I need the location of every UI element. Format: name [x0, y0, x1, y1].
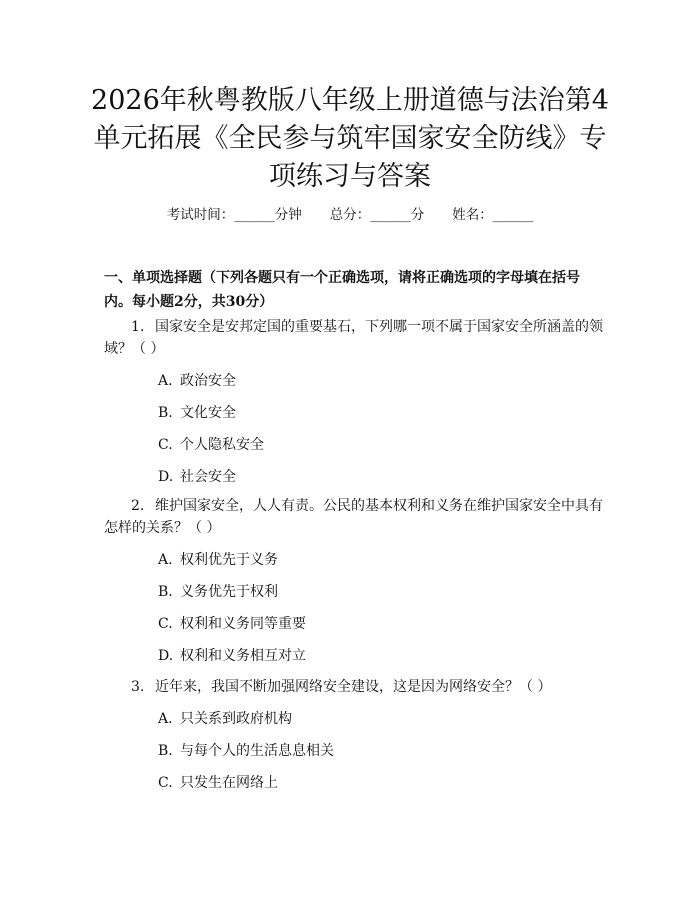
- option-letter: A.: [158, 373, 173, 389]
- question-text-line: 2. 维护国家安全，人人有责。公民的基本权利和义务在维护国家安全中具有: [104, 495, 604, 517]
- option-2-c: [158, 615, 306, 633]
- question-text-line: 1. 国家安全是安邦定国的重要基石，下列哪一项不属于国家安全所涵盖的领: [104, 316, 604, 338]
- option-text: 只发生在网络上: [180, 775, 278, 791]
- option-letter: B.: [158, 743, 173, 759]
- question-text-line: 怎样的关系？（ ）: [104, 520, 221, 536]
- option-text: 权利和义务相互对立: [180, 648, 306, 664]
- option-letter: C.: [158, 616, 173, 632]
- option-text: 与每个人的生活息息相关: [180, 743, 334, 759]
- title-line: 单元拓展《全民参与筑牢国家安全防线》专: [93, 123, 607, 154]
- option-1-b: [158, 404, 236, 422]
- option-text: 权利和义务同等重要: [180, 616, 306, 632]
- option-letter: A.: [158, 711, 173, 727]
- option-1-d: [158, 468, 236, 486]
- option-text: 只关系到政府机构: [180, 711, 292, 727]
- option-1-a: [158, 372, 236, 390]
- question-2: [104, 495, 604, 539]
- option-1-c: [158, 436, 264, 454]
- option-text: 义务优先于权利: [180, 584, 278, 600]
- option-2-d: [158, 647, 306, 665]
- option-2-a: [158, 551, 278, 569]
- option-letter: D.: [158, 648, 174, 664]
- document-title: [60, 82, 640, 196]
- title-line: 2026年秋粤教版八年级上册道德与法治第4: [91, 85, 609, 116]
- option-3-a: [158, 710, 292, 728]
- option-text: 社会安全: [180, 469, 236, 485]
- question-text-line: 3. 近年来，我国不断加强网络安全建设，这是因为网络安全？（ ）: [104, 676, 604, 698]
- question-number: 3.: [131, 679, 145, 695]
- option-letter: C.: [158, 437, 173, 453]
- exam-info: [0, 206, 700, 224]
- total-score-field: 总分：______分: [329, 207, 425, 223]
- question-number: 1.: [131, 319, 145, 335]
- question-1: [104, 316, 604, 360]
- option-text: 权利优先于义务: [180, 552, 278, 568]
- section-heading: [104, 266, 604, 314]
- option-letter: C.: [158, 775, 173, 791]
- question-number: 2.: [131, 498, 145, 514]
- option-letter: B.: [158, 405, 173, 421]
- option-letter: B.: [158, 584, 173, 600]
- option-letter: A.: [158, 552, 173, 568]
- option-3-b: [158, 742, 334, 760]
- question-3: [104, 676, 604, 698]
- option-text: 文化安全: [180, 405, 236, 421]
- section-heading-line: 内。每小题2分，共30分）: [104, 294, 274, 310]
- exam-time-field: 考试时间：______分钟: [166, 207, 302, 223]
- option-text: 政治安全: [180, 373, 236, 389]
- section-heading-line: 一、单项选择题（下列各题只有一个正确选项，请将正确选项的字母填在括号: [104, 270, 580, 286]
- option-text: 个人隐私安全: [180, 437, 264, 453]
- name-field: 姓名：______: [452, 207, 534, 223]
- question-text-line: 域？（ ）: [104, 341, 165, 357]
- title-line: 项练习与答案: [269, 161, 431, 192]
- option-3-c: [158, 774, 278, 792]
- option-letter: D.: [158, 469, 174, 485]
- option-2-b: [158, 583, 278, 601]
